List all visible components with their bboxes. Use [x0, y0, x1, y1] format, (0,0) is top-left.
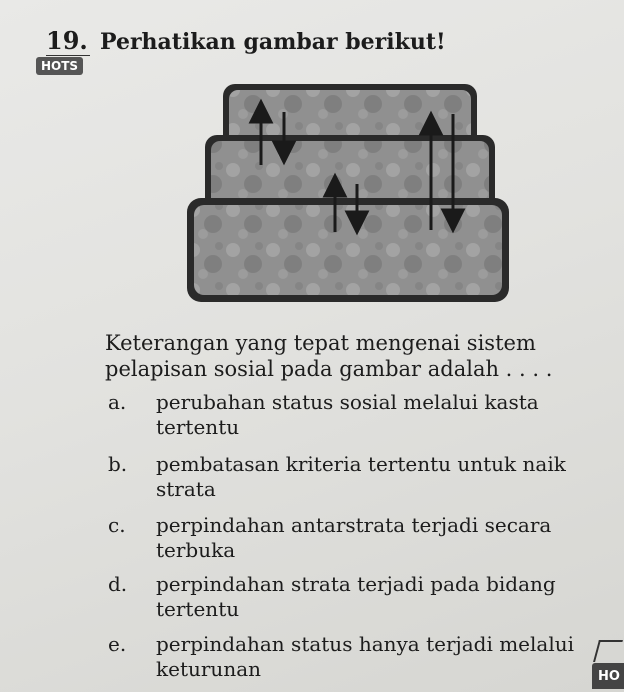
option-text: perpindahan strata terjadi pada bidang tertentu — [156, 572, 556, 621]
option-letter: b. — [108, 452, 128, 476]
option-letter: c. — [108, 513, 126, 537]
stratification-diagram — [185, 80, 515, 305]
question-text: Keterangan yang tepat mengenai sistem pelapisan sosial pada gambar adalah . . . . — [105, 331, 553, 381]
option-text: perubahan status sosial melalui kasta tertentu — [156, 390, 539, 439]
question-number: 19. — [46, 26, 88, 55]
hots-badge: HOTS — [36, 57, 83, 75]
option-letter: a. — [108, 390, 127, 414]
question-prompt: Perhatikan gambar berikut! — [100, 29, 446, 55]
option-letter: e. — [108, 632, 127, 656]
next-question-mark — [593, 640, 623, 662]
option-letter: d. — [108, 572, 128, 596]
option-text: pembatasan kriteria tertentu untuk naik strata — [156, 452, 566, 501]
next-hots-badge: HO — [592, 663, 624, 689]
option-text: perpindahan status hanya terjadi melalui keturunan — [156, 632, 574, 681]
option-text: perpindahan antarstrata terjadi secara terbuka — [156, 513, 552, 562]
